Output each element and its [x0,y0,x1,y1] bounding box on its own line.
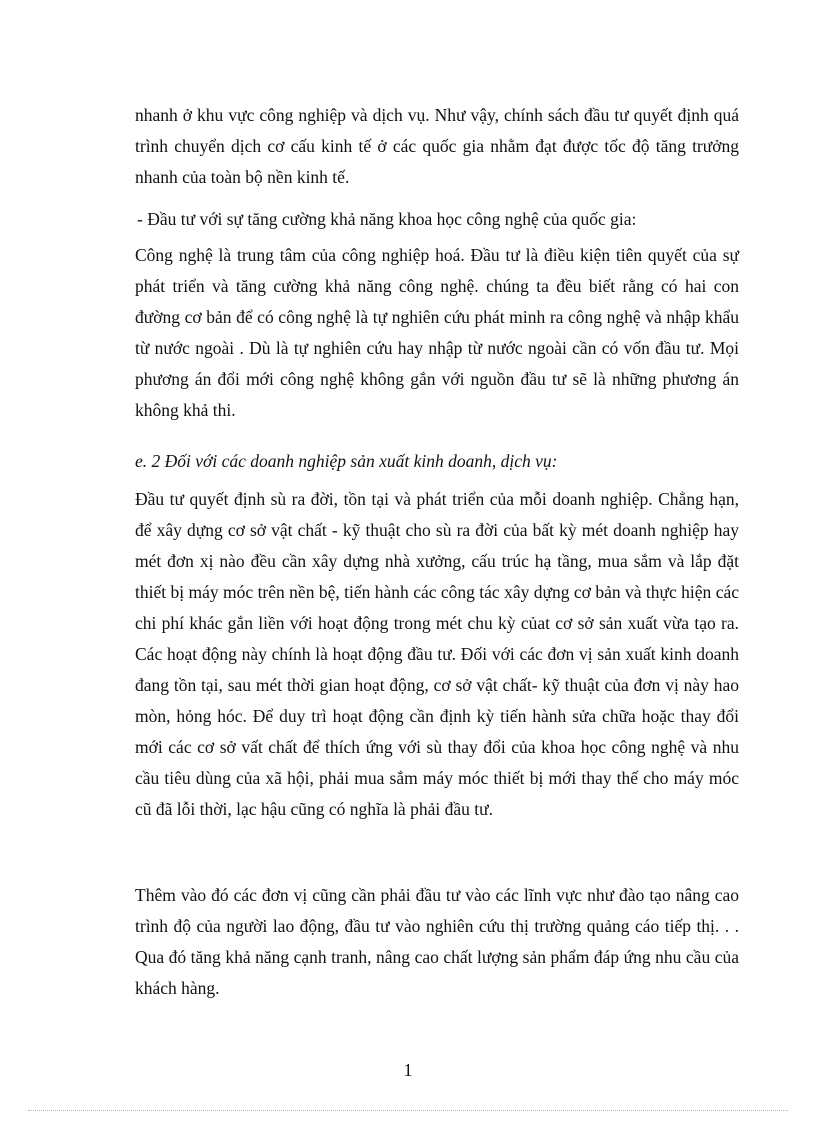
paragraph-enterprise-investment: Đầu tư quyết định sù ra đời, tồn tại và phát triển của mỗi doanh nghiệp. Chẳng hạn, để xây dựng cơ sở vật chất - kỹ thuật cho sù ra đời của bất kỳ mét doanh nghiệp hay mét đơn xị nào đều cần xây dựng nhà xưởng, cấu trúc hạ tầng, mua sắm và lắp đặt thiết bị máy móc trên nền bệ, tiến hành các công tác xây dựng cơ bản và thực hiện các chi phí khác gắn liền với hoạt động trong mét chu kỳ củat cơ sở sản xuất vừa tạo ra. Các hoạt động này chính là hoạt động đầu tư. Đối với các đơn vị sản xuất kinh doanh đang tồn tại, sau mét thời gian hoạt động, cơ sở vật chất- kỹ thuật của đơn vị này hao mòn, hỏng hóc. Để duy trì hoạt động cần định kỳ tiến hành sửa chữa hoặc thay đổi mới các cơ sở vất chất để thích ứng với sù thay đổi của khoa học công nghệ và nhu cầu tiêu dùng của xã hội, phải mua sắm máy móc thiết bị mới thay thế cho máy móc cũ đã lỗi thời, lạc hậu cũng có nghĩa là phải đầu tư. [135,489,739,819]
paragraph-economic-restructuring: nhanh ở khu vực công nghiệp và dịch vụ. Như vậy, chính sách đầu tư quyết định quá trình chuyển dịch cơ cấu kinh tế ở các quốc gia nhằm đạt được tốc độ tăng trưởng nhanh của toàn bộ nền kinh tế. [135,105,739,187]
bullet-heading-technology: - Đầu tư với sự tăng cường khả năng khoa học công nghệ của quốc gia: [137,209,637,229]
page-number: 1 [403,1060,413,1080]
section-heading-enterprises: e. 2 Đối với các doanh nghiệp sản xuất kinh doanh, dịch vụ: [135,451,558,471]
footer-divider [28,1110,788,1111]
paragraph-training-marketing: Thêm vào đó các đơn vị cũng cần phải đầu tư vào các lĩnh vực như đào tạo nâng cao trình độ của người lao động, đầu tư vào nghiên cứu thị trường quảng cáo tiếp thị. . . Qua đó tăng khả năng cạnh tranh, nâng cao chất lượng sản phẩm đáp ứng nhu cầu của khách hàng. [135,885,739,998]
paragraph-technology: Công nghệ là trung tâm của công nghiệp hoá. Đầu tư là điều kiện tiên quyết của sự phát triển và tăng cường khả năng công nghệ. chúng ta đều biết rằng có hai con đường cơ bản để có công nghệ là tự nghiên cứu phát minh ra công nghệ và nhập khẩu từ nước ngoài . Dù là tự nghiên cứu hay nhập từ nước ngoài cần có vốn đầu tư. Mọi phương án đổi mới công nghệ không gắn với nguồn đầu tư sẽ là những phương án không khả thi. [135,245,739,420]
